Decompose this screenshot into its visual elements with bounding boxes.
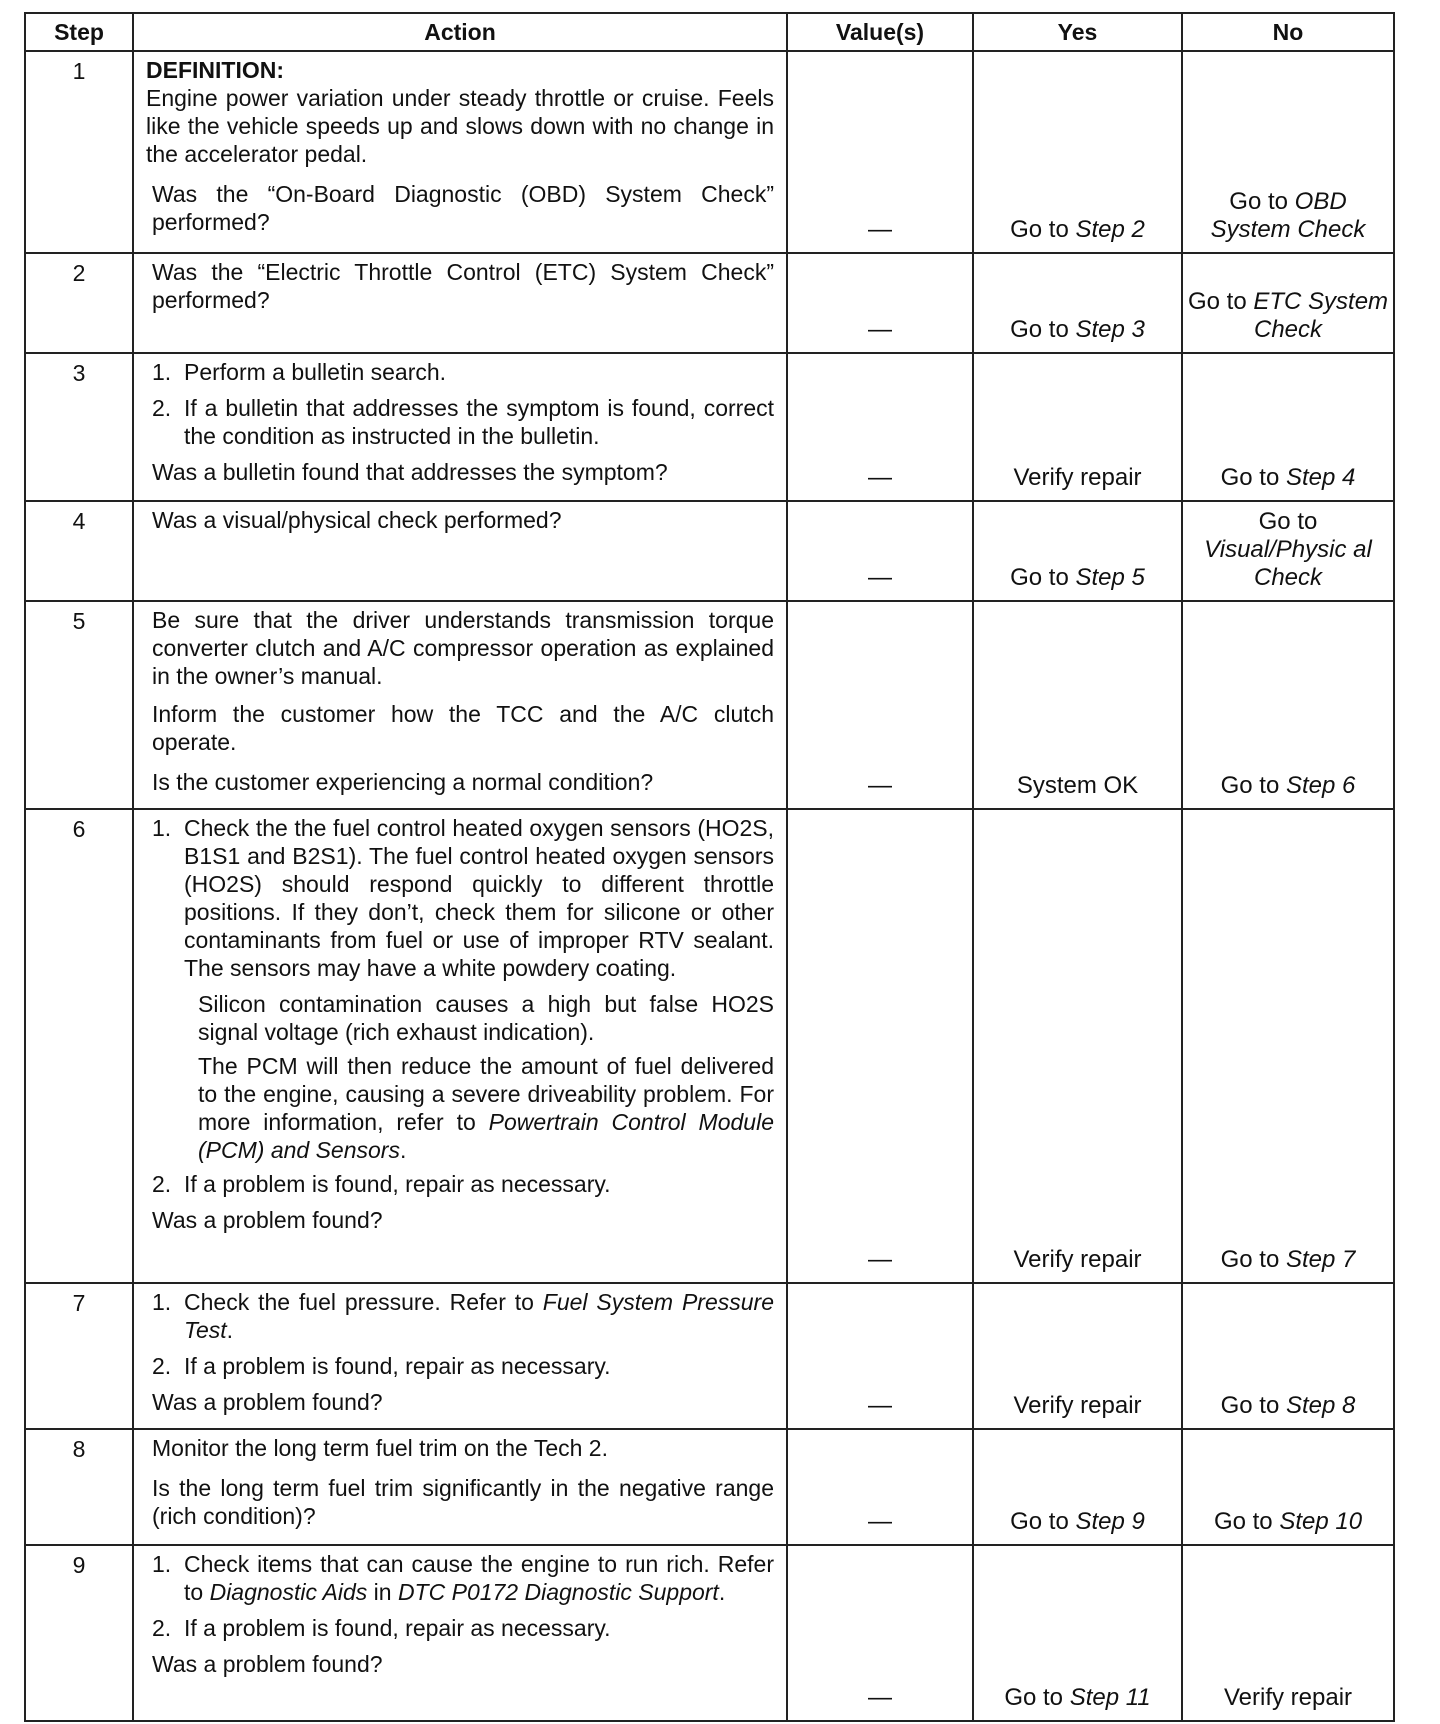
question: Was a problem found? [152,1651,383,1677]
table-row [25,51,1394,253]
table-row [25,253,1394,353]
diagnostic-table [24,12,1395,1722]
list-text-suffix: . [718,1579,726,1605]
list-item [146,394,774,450]
action-text: Monitor the long term fuel trim on the Tech 2. [152,1435,608,1461]
list-text: If a problem is found, repair as necessary. [184,1615,611,1641]
yes-step-link: Step 2 [1075,216,1145,243]
list-text: If a problem is found, repair as necessary. [184,1171,611,1197]
list-item [146,358,774,386]
list-text: Perform a bulletin search. [184,359,447,385]
list-item [146,1352,774,1380]
step-number: 4 [25,501,133,601]
action-cell [133,353,787,501]
no-step-link: Step 7 [1285,1246,1356,1273]
no-prefix: Go to [1220,772,1286,799]
reference-link: DTC P0172 Diagnostic Support [397,1579,719,1605]
action-cell [133,501,787,601]
yes-prefix: Go to [1004,1684,1070,1711]
question: Was the “Electric Throttle Control (ETC) System Check” performed? [152,259,774,313]
list-text: Check the the fuel control heated oxygen sensors (HO2S, B1S1 and B2S1). The fuel control heated oxygen sensors (HO2S) should respond quickly to different throttle positions. If they don’t, check them for silicone or other contaminants from fuel or use of improper RTV sealant. The sensors may have a white powdery coating. [184,815,774,981]
step-number: 3 [25,353,133,501]
action-cell [133,253,787,353]
reference-link: Fuel System Pressure Test [184,1289,774,1343]
list-text: Check the fuel pressure. Refer to [184,1289,543,1315]
definition-text: Engine power variation under steady throttle or cruise. Feels like the vehicle speeds up and slows down with no change in the accelerator pedal. [146,85,774,167]
header-no: No [1182,13,1394,51]
step-number: 7 [25,1283,133,1429]
yes-prefix: Go to [1010,316,1076,343]
value-cell: — [787,501,973,601]
no-cell [1182,601,1394,809]
question: Was a problem found? [152,1207,383,1233]
no-step-link: Step 10 [1279,1508,1363,1535]
no-prefix: Go to [1258,508,1318,535]
question: Is the customer experiencing a normal condition? [152,769,654,795]
header-row [25,13,1394,51]
diagnostic-table-page [24,12,1395,1722]
action-list [146,1170,774,1198]
yes-step-link: Step 9 [1075,1508,1145,1535]
no-cell [1182,809,1394,1283]
question: Was the “On-Board Diagnostic (OBD) System Check” performed? [152,181,774,235]
no-cell [1182,253,1394,353]
list-number: 1. [152,359,172,385]
sub-notes [146,990,774,1164]
no-step-link: Step 4 [1285,464,1356,491]
yes-cell: System OK [973,601,1182,809]
step-number: 8 [25,1429,133,1545]
action-cell [133,51,787,253]
list-number: 1. [152,1289,172,1315]
question: Was a problem found? [152,1389,383,1415]
list-number: 2. [152,1353,172,1379]
yes-cell: Verify repair [973,1283,1182,1429]
no-reference: ETC System Check [1253,288,1389,343]
table-row [25,1545,1394,1721]
list-number: 2. [152,395,172,421]
list-item [146,1170,774,1198]
action-cell [133,1283,787,1429]
action-list [146,1288,774,1380]
list-text: Check items that can cause the engine to run rich. Refer to [184,1551,774,1605]
no-cell: Verify repair [1182,1545,1394,1721]
action-cell [133,809,787,1283]
step-number: 1 [25,51,133,253]
yes-prefix: Go to [1010,216,1076,243]
table-row [25,353,1394,501]
value-cell: — [787,809,973,1283]
list-text: If a bulletin that addresses the symptom is found, correct the condition as instructed in the bulletin. [184,395,774,449]
yes-cell: Verify repair [973,809,1182,1283]
table-row [25,1429,1394,1545]
action-cell [133,601,787,809]
list-item [146,1614,774,1642]
table-row [25,1283,1394,1429]
step-number: 6 [25,809,133,1283]
no-cell [1182,1283,1394,1429]
list-text-mid: in [367,1579,398,1605]
sub-note: Silicon contamination causes a high but false HO2S signal voltage (rich exhaust indication). [198,991,774,1045]
header-step: Step [25,13,133,51]
value-cell: — [787,1545,973,1721]
yes-step-link: Step 11 [1069,1684,1151,1711]
value-cell: — [787,353,973,501]
step-number: 5 [25,601,133,809]
table-row [25,809,1394,1283]
header-values: Value(s) [787,13,973,51]
sub-note [198,1052,774,1164]
action-text: Be sure that the driver understands transmission torque converter clutch and A/C compressor operation as explained in the owner’s manual. [152,607,774,689]
no-prefix: Go to [1220,1246,1286,1273]
list-number: 1. [152,815,172,841]
no-reference: OBD System Check [1210,188,1366,243]
header-action: Action [133,13,787,51]
step-number: 9 [25,1545,133,1721]
action-list [146,1550,774,1642]
no-cell [1182,1429,1394,1545]
no-prefix: Go to [1229,188,1295,215]
sub-note-text: The PCM will then reduce the amount of fuel delivered to the engine, causing a severe driveability problem. For more information, refer to [198,1053,774,1135]
action-cell [133,1429,787,1545]
yes-prefix: Go to [1010,1508,1076,1535]
yes-cell [973,253,1182,353]
list-item [146,1288,774,1344]
yes-cell: Verify repair [973,353,1182,501]
no-cell [1182,501,1394,601]
no-prefix: Go to [1187,288,1254,315]
yes-prefix: Go to [1010,564,1076,591]
no-cell [1182,51,1394,253]
step-number: 2 [25,253,133,353]
no-prefix: Go to [1213,1508,1280,1535]
list-number: 2. [152,1615,172,1641]
value-cell: — [787,601,973,809]
value-cell: — [787,253,973,353]
action-cell [133,1545,787,1721]
no-step-link: Step 6 [1285,772,1356,799]
definition-title: DEFINITION: [146,57,284,83]
table-row [25,501,1394,601]
yes-cell [973,501,1182,601]
list-text: If a problem is found, repair as necessary. [184,1353,611,1379]
no-cell [1182,353,1394,501]
list-text-suffix: . [226,1317,234,1343]
yes-step-link: Step 3 [1075,316,1145,343]
question: Is the long term fuel trim significantly in the negative range (rich condition)? [152,1475,774,1529]
action-list [146,814,774,982]
value-cell: — [787,1283,973,1429]
value-cell: — [787,1429,973,1545]
no-step-link: Step 8 [1285,1392,1356,1419]
value-cell: — [787,51,973,253]
reference-link: Powertrain Control Module (PCM) and Sensors [198,1109,774,1163]
no-reference: Visual/Physic al Check [1204,536,1372,591]
no-prefix: Go to [1220,1392,1286,1419]
action-list [146,358,774,450]
question: Was a bulletin found that addresses the symptom? [152,459,668,485]
list-item [146,1550,774,1606]
header-yes: Yes [973,13,1182,51]
action-text: Inform the customer how the TCC and the A/C clutch operate. [152,701,774,755]
yes-cell [973,1545,1182,1721]
list-number: 2. [152,1171,172,1197]
question: Was a visual/physical check performed? [152,507,562,533]
sub-note-suffix: . [399,1137,407,1163]
no-prefix: Go to [1220,464,1286,491]
list-item [146,814,774,982]
table-row [25,601,1394,809]
yes-step-link: Step 5 [1075,564,1145,591]
reference-link: Diagnostic Aids [209,1579,368,1605]
yes-cell [973,1429,1182,1545]
yes-cell [973,51,1182,253]
list-number: 1. [152,1551,172,1577]
